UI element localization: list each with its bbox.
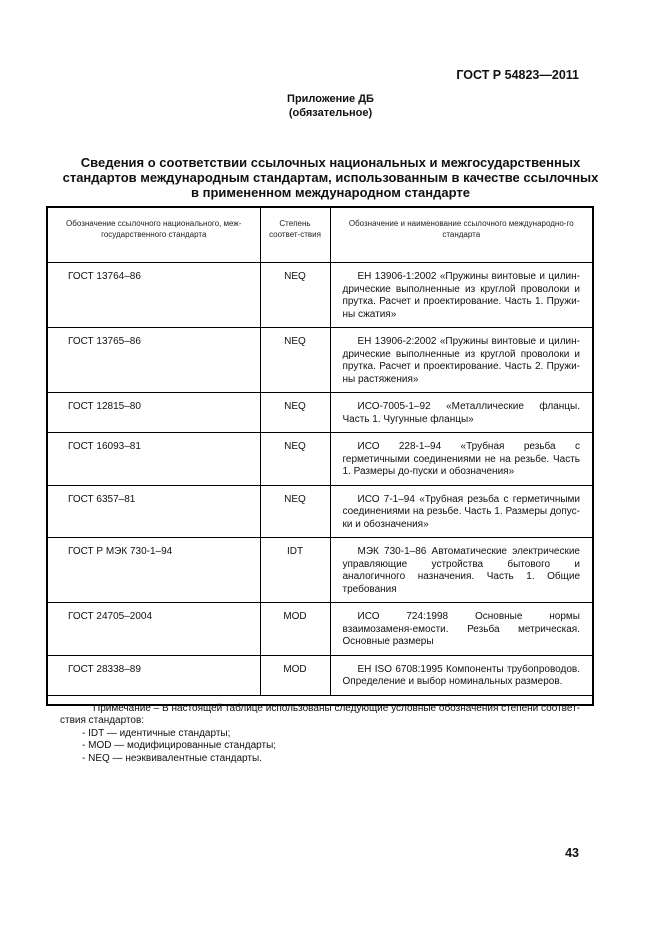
degree-cell: MOD xyxy=(260,655,330,695)
national-standard-cell: ГОСТ 28338–89 xyxy=(48,655,260,695)
degree-cell: NEQ xyxy=(260,393,330,433)
table-row xyxy=(48,433,592,486)
international-standard-cell: ЕН 13906-2:2002 «Пружины винтовые и цилин-дрические выполненные из круглой проволоки и прутка. Расчет и проектирование. Часть 2. Пружи-ны растяжения» xyxy=(330,328,592,393)
national-standard-cell: ГОСТ 13764–86 xyxy=(48,263,260,328)
international-standard-cell: ИСО 7-1–94 «Трубная резьба с герметичными соединениями на резьбе. Часть 1. Размеры допус-ки и обозначения» xyxy=(330,485,592,538)
table-note-row xyxy=(48,695,592,793)
national-standard-cell: ГОСТ 16093–81 xyxy=(48,433,260,486)
appendix-status: (обязательное) xyxy=(288,107,373,119)
table-row xyxy=(48,603,592,656)
header-international-standard: Обозначение и наименование ссылочного международно-го стандарта xyxy=(330,208,592,263)
table-row xyxy=(48,263,592,328)
international-standard-cell: ИСО 228-1–94 «Трубная резьба с герметичными соединениями не на резьбе. Часть 1. Размеры до-пуски и обозначения» xyxy=(330,433,592,486)
national-standard-cell: ГОСТ Р МЭК 730-1–94 xyxy=(48,538,260,603)
degree-cell: NEQ xyxy=(260,433,330,486)
note-intro: Примечание – В настоящей таблице использованы следующие условные обозначения степени соответ-ствия стандартов: xyxy=(60,702,580,726)
header-national-standard: Обозначение ссылочного национального, меж-государственного стандарта xyxy=(48,208,260,263)
note-item: - MOD — модифицированные стандарты; xyxy=(82,740,277,751)
table-row xyxy=(48,393,592,433)
degree-cell: IDT xyxy=(260,538,330,603)
table-header-row xyxy=(48,208,592,263)
standards-table xyxy=(48,208,592,793)
international-standard-cell: ИСО-7005-1–92 «Металлические фланцы. Часть 1. Чугунные фланцы» xyxy=(330,393,592,433)
page-title: Сведения о соответствии ссылочных национальных и межгосударственных стандартов международным стандартам, использованным в качестве ссылочных в примененном международном стандарте xyxy=(62,155,599,200)
national-standard-cell: ГОСТ 24705–2004 xyxy=(48,603,260,656)
table-note xyxy=(48,695,592,793)
national-standard-cell: ГОСТ 13765–86 xyxy=(48,328,260,393)
standards-table-frame xyxy=(46,206,594,764)
international-standard-cell: ЕН 13906-1:2002 «Пружины винтовые и цилин-дрические выполненные из круглой проволоки и прутка. Расчет и проектирование. Часть 1. Пружи-ны сжатия» xyxy=(330,263,592,328)
page-number: 43 xyxy=(565,846,579,860)
degree-cell: MOD xyxy=(260,603,330,656)
degree-cell: NEQ xyxy=(260,328,330,393)
degree-cell: NEQ xyxy=(260,485,330,538)
document-code: ГОСТ Р 54823—2011 xyxy=(456,68,579,82)
table-row xyxy=(48,328,592,393)
table-row xyxy=(48,655,592,695)
degree-cell: NEQ xyxy=(260,263,330,328)
note-item: - NEQ — неэквивалентные стандарты. xyxy=(82,752,262,764)
table-row xyxy=(48,485,592,538)
appendix-label: Приложение ДБ xyxy=(287,93,374,105)
note-item: - IDT — идентичные стандарты; xyxy=(82,727,231,739)
international-standard-cell: ЕН ISO 6708:1995 Компоненты трубопроводов. Определение и выбор номинальных размеров. xyxy=(330,655,592,695)
header-degree: Степень соответ-ствия xyxy=(260,208,330,263)
national-standard-cell: ГОСТ 12815–80 xyxy=(48,393,260,433)
table-row xyxy=(48,538,592,603)
national-standard-cell: ГОСТ 6357–81 xyxy=(48,485,260,538)
international-standard-cell: ИСО 724:1998 Основные нормы взаимозаменя-емости. Резьба метрическая. Основные размеры xyxy=(330,603,592,656)
appendix-heading xyxy=(0,92,661,120)
international-standard-cell: МЭК 730-1–86 Автоматические электрические управляющие устройства бытового и аналогичного назначения. Часть 1. Общие требования xyxy=(330,538,592,603)
